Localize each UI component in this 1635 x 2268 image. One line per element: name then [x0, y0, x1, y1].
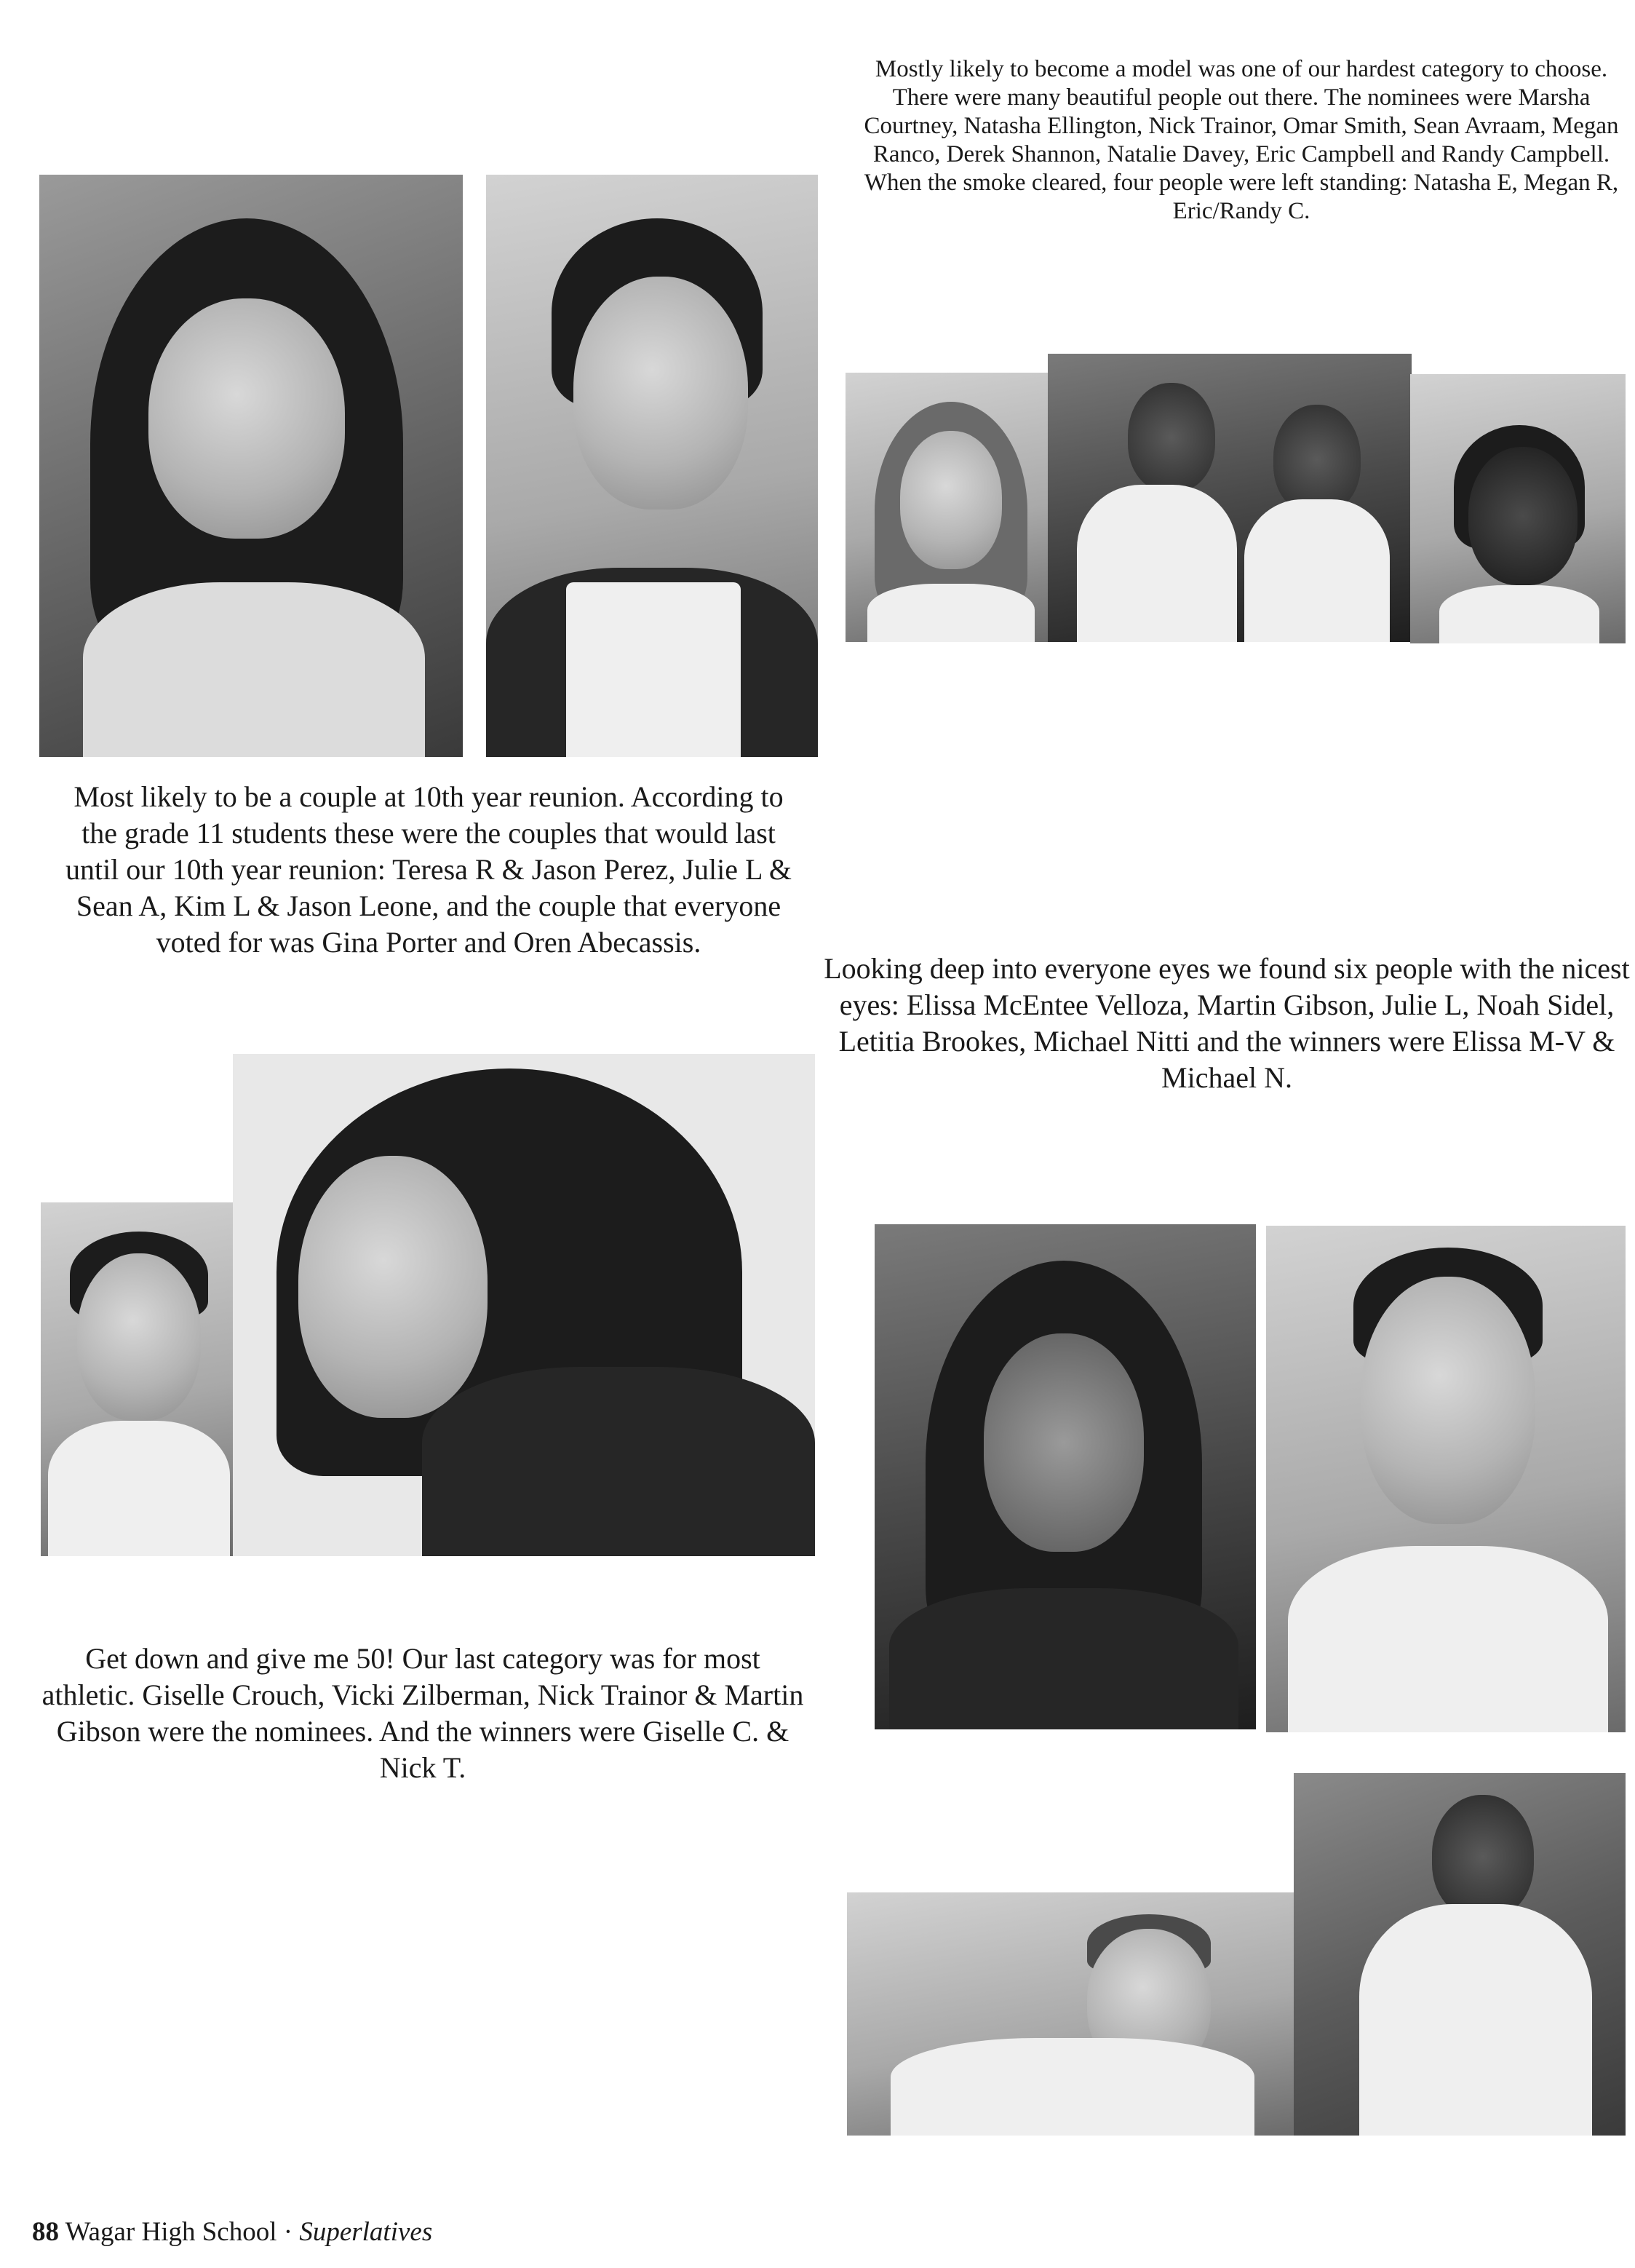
- couple-photo-girl: [233, 1054, 815, 1556]
- portrait-photo-girl-collar: [486, 175, 818, 757]
- portrait-photo-girl-turtleneck: [39, 175, 463, 757]
- athletic-winner-photo-boy: [847, 1892, 1304, 2136]
- eyes-winner-photo-boy: [1266, 1226, 1626, 1732]
- eyes-category-text: Looking deep into everyone eyes we found six people with the nicest eyes: Elissa McEntee Velloza, Martin Gibson, Julie L, Noah Sidel, Letitia Brookes, Michael Nitti and the winners were Elissa M-V & Michael N.: [824, 952, 1630, 1094]
- footer-separator: ·: [283, 2217, 293, 2247]
- section-name: Superlatives: [299, 2217, 433, 2247]
- model-winner-photo-twins: [1048, 354, 1412, 642]
- model-winner-photo-girl: [846, 373, 1054, 642]
- model-winner-photo-girl-2: [1410, 374, 1626, 643]
- athletic-category-text: Get down and give me 50! Our last category was for most athletic. Giselle Crouch, Vicki Zilberman, Nick Trainor & Martin Gibson were the nominees. And the winners were Giselle C. & Nick T.: [41, 1642, 804, 1784]
- school-name: Wagar High School: [65, 2217, 277, 2247]
- couple-photo-boy: [41, 1202, 239, 1556]
- page-number: 88: [32, 2217, 59, 2247]
- page-footer: [32, 2216, 432, 2248]
- athletic-winner-photo-girl: [1294, 1773, 1626, 2136]
- model-category-text: Mostly likely to become a model was one of our hardest category to choose. There were many beautiful people out there. The nominees were Marsha Courtney, Natasha Ellington, Nick Trainor, Omar Smith, Sean Avraam, Megan Ranco, Derek Shannon, Natalie Davey, Eric Campbell and Randy Campbell. When the smoke cleared, four people were left standing: Natasha E, Megan R, Eric/Randy C.: [864, 56, 1619, 224]
- couple-category-text: Most likely to be a couple at 10th year reunion. According to the grade 11 students these were the couples that would last until our 10th year reunion: Teresa R & Jason Perez, Julie L & Sean A, Kim L & Jason Leone, and the couple that everyone voted for was Gina Porter and Oren Abecassis.: [65, 780, 792, 959]
- eyes-winner-photo-girl: [875, 1224, 1256, 1729]
